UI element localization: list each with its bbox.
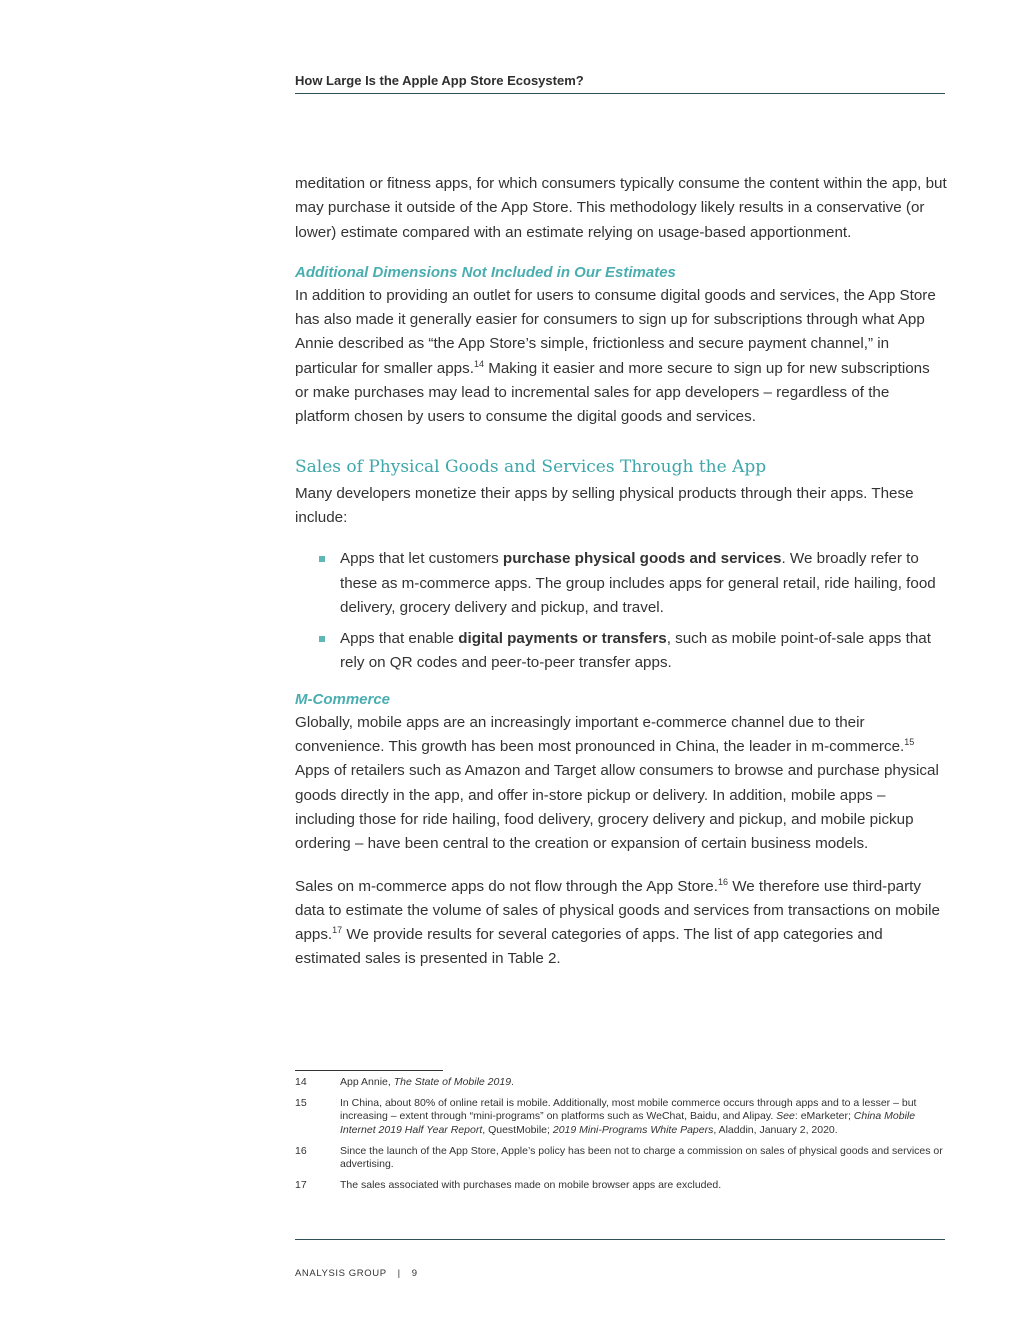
paragraph-text: Making it easier and more secure to sign up for new subscriptions or make purchases may lead to incremental sales for app developers – regardless of the platform chosen by users to consume the digital goods and services. (295, 359, 930, 426)
footer-brand: ANALYSIS GROUP (295, 1268, 387, 1279)
list-item (295, 547, 947, 620)
footnote-segment: , Aladdin, January 2, 2020. (713, 1123, 838, 1136)
footnote-segment: , QuestMobile; (482, 1123, 553, 1136)
subheading-m-commerce: M-Commerce (295, 690, 391, 708)
paragraph-text: We provide results for several categories of apps. The list of app categories and estimated sales is presented in Table 2. (295, 926, 883, 968)
footnote-see: See (776, 1110, 795, 1123)
footnote-number: 16 (295, 1144, 307, 1157)
footnote-ref-17[interactable]: 17 (332, 925, 343, 936)
bullet-list (295, 547, 947, 675)
paragraph-text: We therefore use third-party data to estimate the volume of sales of physical goods and services from transactions on mobile apps. (295, 877, 940, 944)
bullet-bold-text: digital payments or transfers (458, 630, 667, 648)
section-title: Sales of Physical Goods and Services Through the App (295, 456, 767, 477)
footnote-title: China Mobile Internet 2019 Half Year Report (340, 1110, 916, 1136)
list-item (295, 627, 947, 676)
footnote-number: 17 (295, 1179, 307, 1192)
footnote-title: The State of Mobile 2019 (393, 1076, 512, 1088)
bullet-text: , such as mobile point-of-sale apps that rely on QR codes and peer-to-peer transfer apps. (340, 630, 931, 672)
footnotes (295, 1076, 945, 1200)
bullet-bold-text: purchase physical goods and services (502, 550, 782, 568)
footnote-ref-14[interactable]: 14 (473, 358, 484, 369)
paragraph-text: Apps of retailers such as Amazon and Target allow consumers to browse and purchase physical goods directly in the app, and offer in-store pickup or delivery. In addition, mobile apps – including those for ride hailing, food delivery, grocery delivery and pickup, and mobile pickup ordering – have been central to the creation or expansion of certain business models. (295, 762, 939, 853)
bullet-text: Apps that enable (340, 630, 459, 648)
footnote-ref-15[interactable]: 15 (904, 737, 915, 748)
bullet-text: . We broadly refer to these as m-commerce apps. The group includes apps for general retail, ride hailing, food delivery, grocery delivery and pickup, and travel. (340, 550, 936, 616)
footnote-text (340, 1076, 945, 1089)
page-number: 9 (411, 1268, 418, 1279)
footnote-segment: . (511, 1076, 514, 1088)
footnote-number: 14 (295, 1076, 307, 1088)
footnote-text: The sales associated with purchases made on mobile browser apps are excluded. (340, 1179, 722, 1192)
footer-separator: | (397, 1268, 401, 1279)
square-bullet-icon (319, 636, 325, 642)
footnote-title: 2019 Mini-Programs White Papers (552, 1123, 714, 1136)
footnote-item (295, 1076, 945, 1089)
subheading-additional-dimensions: Additional Dimensions Not Included in Our Estimates (295, 263, 676, 281)
footnote-text: Since the launch of the App Store, Apple’s policy has been not to charge a commission on sales of physical goods and services or advertising. (340, 1144, 943, 1171)
square-bullet-icon (319, 556, 325, 562)
paragraph-text: Globally, mobile apps are an increasingly important e-commerce channel due to their convenience. This growth has been most pronounced in China, the leader in m-commerce. (295, 713, 905, 756)
footnote-item (295, 1097, 945, 1137)
main-content (295, 172, 947, 972)
footnote-item (295, 1145, 945, 1171)
running-header: How Large Is the Apple App Store Ecosystem? (295, 73, 584, 88)
paragraph-text: Sales on m-commerce apps do not flow through the App Store. (295, 877, 718, 895)
paragraph-sales (295, 875, 947, 972)
page-footer (295, 1268, 418, 1279)
bullet-text: Apps that let customers (340, 550, 503, 568)
header-rule (295, 93, 945, 94)
footnote-segment: : eMarketer; (794, 1110, 854, 1123)
paragraph-intro: meditation or fitness apps, for which consumers typically consume the content within the app, but may purchase it outside of the App Store. This methodology likely results in a conservative (or lower) estimate compared with an estimate relying on usage-based apportionment. (295, 175, 947, 241)
footnote-rule (295, 1070, 443, 1071)
paragraph-section-intro: Many developers monetize their apps by selling physical products through their apps. These include: (295, 484, 914, 526)
footnote-segment: App Annie, (340, 1076, 394, 1088)
paragraph-m-commerce (295, 711, 947, 857)
footnote-text (340, 1097, 945, 1137)
paragraph-text: In addition to providing an outlet for users to consume digital goods and services, the App Store has also made it generally easier for consumers to sign up for subscriptions through what App Annie described as “the App Store’s simple, frictionless and secure payment channel,” in particular for smaller apps. (295, 286, 936, 377)
paragraph-additional-dimensions (295, 284, 947, 430)
footnote-item (295, 1179, 945, 1192)
footnote-segment: In China, about 80% of online retail is mobile. Additionally, most mobile commerce occurs through apps and to a lesser – but increasing – extent through “mini-programs” on platforms such as WeChat, Baidu, and Alipay. (340, 1097, 917, 1123)
footer-rule (295, 1239, 945, 1240)
footnote-number: 15 (295, 1097, 307, 1110)
footnote-ref-16[interactable]: 16 (717, 876, 728, 887)
